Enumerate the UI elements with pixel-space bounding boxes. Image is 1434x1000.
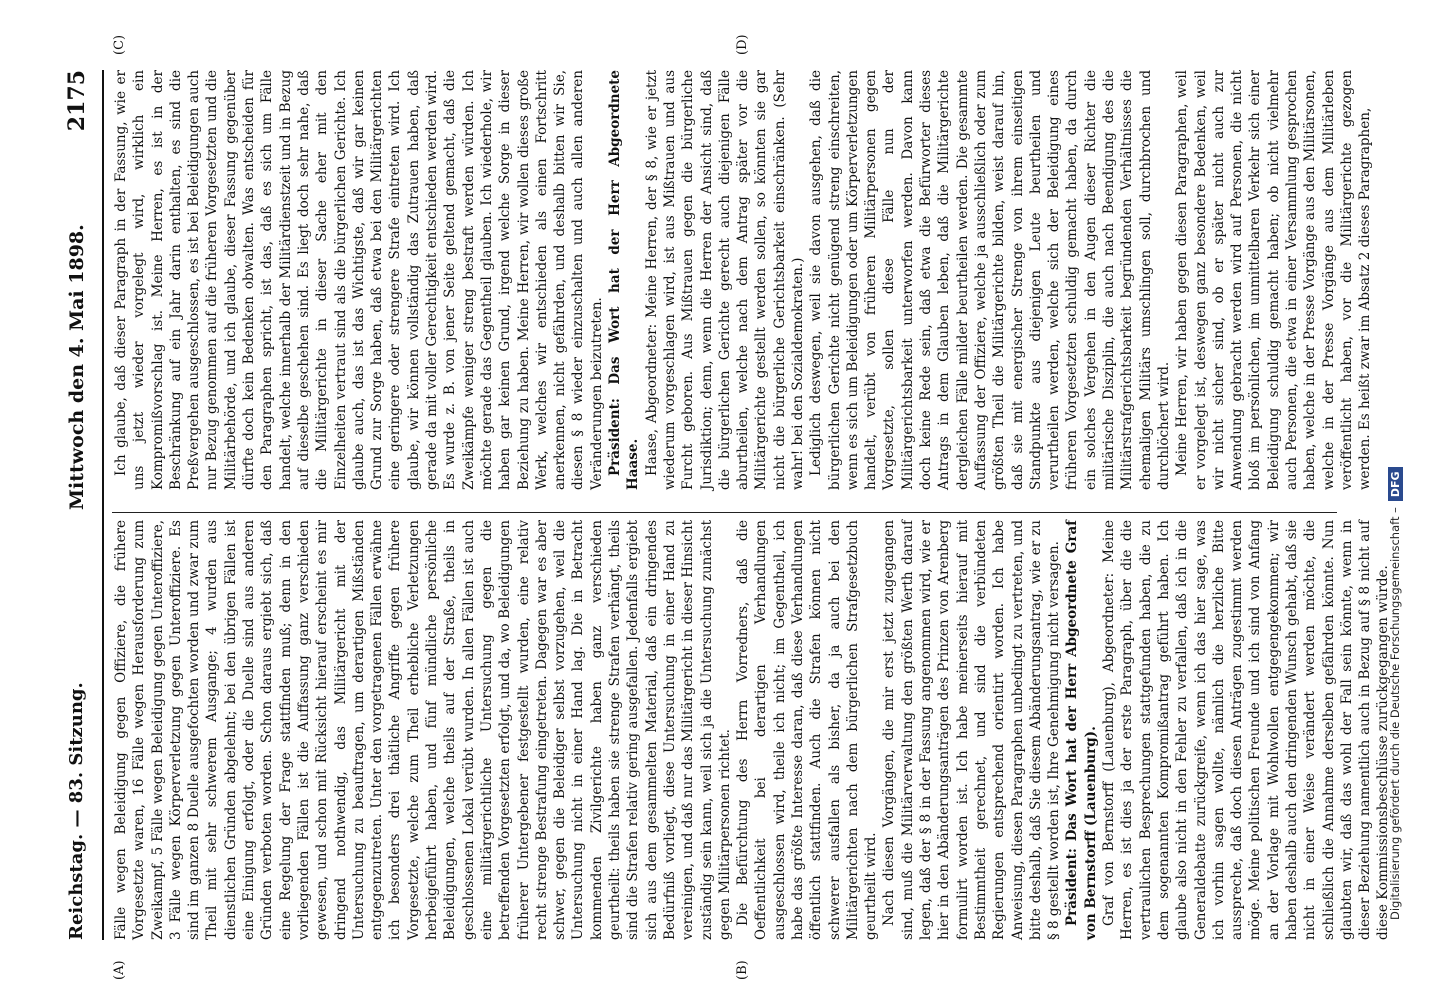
paragraph: Nach diesen Vorgängen, die mir erst jetzt zugegangen sind, muß die Militärverwaltung den größten Werth darauf legen, daß der § 8 in der Fassung angenommen wird, wie er hier in den Abänderungsanträgen des Prinzen von Arenberg formulirt worden ist. Ich habe meinerseits hierauf mit Bestimmtheit gerechnet, und sind die verbündeten Regierungen entsprechend orientirt worden. Ich habe Anweisung, diesen Paragraphen unbedingt zu vertreten, und bitte deshalb, daß Sie diesem Abänderungsantrag, wie er zu § 8 gestellt worden ist, Ihre Genehmigung nicht versagen. — [881, 520, 1063, 940]
paragraph: Meine Herren, wir haben gegen diesen Paragraphen, weil er vorgelegt ist, deswegen ganz besondere Bedenken, weil wir nicht sicher sind, ob er später nicht auch zur Anwendung gebracht werden wird auf Personen, die nicht bloß im persönlichen, im unmittelbaren Verkehr sich einer Beleidigung schuldig gemacht haben; ob nicht vielmehr auch Personen, die etwa in einer Versammlung gesprochen haben, welche in der Presse Vorgänge aus den Militärsonen, welche in der Presse Vorgänge aus dem Militärleben veröffentlicht haben, vor die Militärgerichte gezogen werden. Es heißt zwar im Absatz 2 dieses Paragraphen, — [1174, 70, 1374, 490]
header-date: Mittwoch den 4. Mai 1898. — [66, 224, 88, 510]
margin-marker-d: (D) — [735, 34, 750, 55]
margin-marker-c: (C) — [112, 34, 127, 55]
column-divider — [112, 512, 1337, 513]
left-column — [112, 520, 1392, 940]
paragraph: Graf von Bernstorff (Lauenburg), Abgeordneter: Meine Herren, es ist dies ja der erste Paragraph, über die die vertraulichen Besprechungen stattgefunden haben, die zu dem sogenannten Kompromißantrag geführt haben. Ich glaube also nicht in den Fehler zu verfallen, daß ich in die Generaldebatte zurückgreife, wenn ich das hier sage, was ich vorhin sagen wollte, nämlich die herzliche Bitte ausspreche, daß doch diesen Anträgen zugestimmt werden möge. Meine politischen Freunde und ich sind von Anfang an der Vorlage mit Wohlwollen entgegengekommen; wir haben deshalb auch den dringenden Wunsch gehabt, daß sie nicht in einer Weise verändert werden möchte, die schließlich die Annahme derselben gefährden könnte. Nun glaubten wir, daß das wohl der Fall sein könnte, wenn in dieser Beziehung namentlich auch in Bezug auf § 8 nicht auf diese Kommissionsbeschlüsse zurückgegangen würde. — [1101, 520, 1392, 940]
margin-marker-b: (B) — [735, 960, 750, 980]
digitization-note — [1388, 467, 1403, 920]
dfg-logo: DFG — [1388, 467, 1403, 501]
speaker-line: Präsident: Das Wort hat der Herr Abgeordnete Haase. — [607, 70, 642, 490]
digitization-text: Digitalisierung gefördert durch die Deutsche Forschungsgemeinschaft – — [1388, 507, 1402, 920]
paragraph: Fälle wegen Beleidigung gegen Offiziere, die frühere Vorgesetzte waren, 16 Fälle wegen Herausforderung zum Zweikampf, 5 Fälle wegen Beleidigung gegen Unteroffiziere, 3 Fälle wegen Körperverletzung gegen Unteroffiziere. Es sind im ganzen 8 Duelle ausgefochten worden und zwar zum Theil mit sehr schwerem Ausgange; 4 wurden aus dienstlichen Gründen abgelehnt; bei den übrigen Fällen ist eine Einigung erfolgt, oder die Duelle sind aus anderen Gründen verboten worden. Schon daraus ergiebt sich, daß eine Regelung der Frage stattfinden muß; denn in den vorliegenden Fällen ist die Auffassung ganz verschieden gewesen, und schon mit Rücksicht hierauf erscheint es mir dringend nothwendig, das Militärgericht mit der Untersuchung zu beauftragen, um derartigen Mißständen entgegenzutreten. Unter den vorgetragenen Fällen erwähne ich besonders drei thätliche Angriffe gegen frühere Vorgesetzte, welche zum Theil erhebliche Verletzungen herbeigeführt haben, und fünf mündliche persönliche Beleidigungen, welche theils auf der Straße, theils in geschlossenen Lokal verübt wurden. In allen Fällen ist auch eine militärgerichtliche Untersuchung gegen die betreffenden Vorgesetzten erfolgt, und da, wo Beleidigungen früherer Untergebener festgestellt wurden, eine relativ recht strenge Bestrafung eingetreten. Dagegen war es aber schwer, gegen die Beleidiger selbst vorzugehen, weil die Untersuchung nicht in einer Hand lag. Die in Betracht kommenden Zivilgerichte haben ganz verschieden geurtheilt: theils haben sie strenge Strafen verhängt, theils sind die Strafen relativ gering ausgefallen. Jedenfalls ergiebt sich aus dem gesammelten Material, daß ein dringendes Bedürfniß vorliegt, diese Untersuchung in einer Hand zu vereinigen, und daß nur das Militärgericht in dieser Hinsicht zuständig sein kann, weil sich ja die Untersuchung zunächst gegen Militärpersonen richtet. — [113, 520, 733, 940]
page-number: 2175 — [64, 70, 90, 132]
header-session: Reichstag. — 83. Sitzung. — [66, 682, 87, 940]
paragraph: Die Befürchtung des Herrn Vorredners, daß die Oeffentlichkeit bei derartigen Verhandlungen ausgeschlossen wird, theile ich nicht; im Gegentheil, ich habe das größte Interesse daran, daß diese Verhandlungen öffentlich stattfinden. Auch die Strafen können nicht schwerer ausfallen als bisher, da ja auch bei den Militärgerichten nach dem bürgerlichen Strafgesetzbuch geurtheilt wird. — [735, 520, 880, 940]
paragraph: Ich glaube, daß dieser Paragraph in der Fassung, wie er uns jetzt wieder vorgelegt wird, wirklich ein Kompromißvorschlag ist. Meine Herren, es ist in der Beschränkung auf ein Jahr darin enthalten, es sind die Preßvergehen ausgeschlossen, es ist bei Beleidigungen auch nur Bezug genommen auf die früheren Vorgesetzten und die Militärbehörde, und ich glaube, dieser Fassung gegenüber dürfte doch kein Bedenken obwalten. Was entscheiden für den Paragraphen spricht, ist das, daß es sich um Fälle handelt, welche innerhalb der Militärdienstzeit und in Bezug auf dieselbe geschehen sind. Es liegt doch sehr nahe, daß die Militärgerichte in dieser Sache eher mit den Einzelheiten vertraut sind als die bürgerlichen Gerichte. Ich glaube auch, das ist das Wichtigste, daß wir gar keinen Grund zur Sorge haben, daß etwa bei den Militärgerichten eine geringere oder strengere Strafe eintreten wird. Ich glaube, wir können vollständig das Zutrauen haben, daß gerade da mit voller Gerechtigkeit entschieden werden wird. Es wurde z. B. von jener Seite geltend gemacht, daß die Zweikämpfe weniger streng bestraft werden würden. Ich möchte gerade das Gegentheil glauben. Ich wiederhole, wir haben gar keinen Grund, irgend welche Sorge in dieser Beziehung zu haben. Meine Herren, wir wollen dieses große Werk, welches wir entschieden als einen Fortschritt anerkennen, nicht gefährden, und deshalb bitten wir Sie, diesen § 8 wieder einzuschalten und auch allen anderen Veränderungen beizutreten. — [113, 70, 605, 490]
paragraph: Haase, Abgeordneter: Meine Herren, der § 8, wie er jetzt wiederum vorgeschlagen wird, ist aus Mißtrauen und aus Furcht geboren. Aus Mißtrauen gegen die bürgerliche Jurisdiktion; denn, wenn die Herren der Ansicht sind, daß die bürgerlichen Gerichte gerecht auch diejenigen Fälle aburtheilen, welche nach dem Antrag später vor die Militärgerichte gestellt werden sollen, so könnten sie gar nicht die bürgerliche Gerichtsbarkeit einschränken. (Sehr wahr! bei den Sozialdemokraten.) — [643, 70, 806, 490]
speaker-line: Präsident: Das Wort hat der Herr Abgeordnete Graf von Bernstorff (Lauenburg). — [1064, 520, 1099, 940]
page-header — [60, 70, 100, 940]
right-column — [112, 70, 1374, 490]
header-rule — [102, 70, 104, 940]
paragraph: Lediglich deswegen, weil sie davon ausgehen, daß die bürgerlichen Gerichte nicht genügend streng einschreiten, wenn es sich um Beleidigungen oder um Körperverletzungen handelt, verübt von früheren Militärpersonen gegen Vorgesetzte, sollen diese Fälle nun der Militärgerichtsbarkeit unterworfen werden. Davon kann doch keine Rede sein, daß etwa die Befürworter dieses Antrags in dem Glauben leben, daß die Militärgerichte dergleichen Fälle milder beurtheilen werden. Die gesammte Auffassung der Offiziere, welche ja ausschließlich oder zum größten Theil die Militärgerichte bilden, weist darauf hin, daß sie mit energischer Strenge von ihrem einseitigen Standpunkte aus diejenigen Leute beurtheilen und verurtheilen werden, welche sich der Beleidigung eines früheren Vorgesetzten schuldig gemacht haben, da durch ein solches Vergehen in den Augen dieser Richter die militärische Disziplin, die auch nach Beendigung des die Militärstrafgerichtsbarkeit begründenden Verhältnisses die ehemaligen Militärs umschlingen soll, durchbrochen und durchlöchert wird. — [808, 70, 1172, 490]
margin-marker-a: (A) — [112, 960, 127, 980]
